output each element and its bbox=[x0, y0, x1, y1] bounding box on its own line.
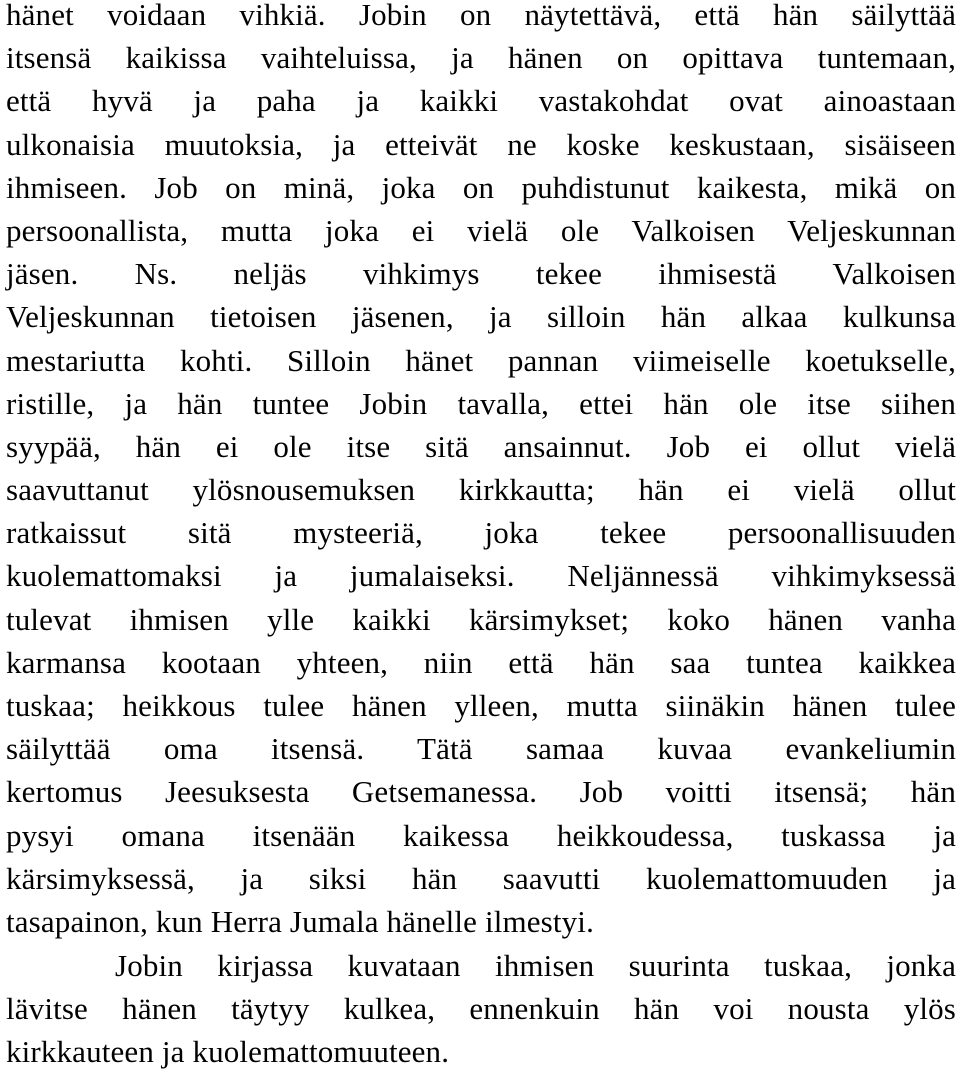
text-line: lävitse hänen täytyy kulkea, ennenkuin hän voi nousta ylös bbox=[6, 991, 956, 1027]
text-line: mestariutta kohti. Silloin hänet pannan viimeiselle koetukselle, bbox=[6, 342, 956, 378]
text-line: tulevat ihmisen ylle kaikki kärsimykset; koko hänen vanha bbox=[6, 601, 956, 637]
paragraph-1 bbox=[6, 0, 956, 943]
text-line: säilyttää oma itsensä. Tätä samaa kuvaa evankeliumin bbox=[6, 731, 956, 767]
text-line: persoonallista, mutta joka ei vielä ole Valkoisen Veljeskunnan bbox=[6, 212, 956, 248]
text-line: ulkonaisia muutoksia, ja etteivät ne koske keskustaan, sisäiseen bbox=[6, 126, 956, 162]
text-line: itsensä kaikissa vaihteluissa, ja hänen on opittava tuntemaan, bbox=[6, 40, 956, 76]
text-line: jäsen. Ns. neljäs vihkimys tekee ihmisestä Valkoisen bbox=[6, 256, 956, 292]
text-line: ihmiseen. Job on minä, joka on puhdistunut kaikesta, mikä on bbox=[6, 169, 956, 205]
text-line: Veljeskunnan tietoisen jäsenen, ja silloin hän alkaa kulkunsa bbox=[6, 299, 956, 335]
text-line: Jobin kirjassa kuvataan ihmisen suurinta tuskaa, jonka bbox=[115, 948, 956, 983]
text-line: kertomus Jeesuksesta Getsemanessa. Job voitti itsensä; hän bbox=[6, 774, 956, 810]
text-line: kuolemattomaksi ja jumalaiseksi. Neljännessä vihkimyksessä bbox=[6, 558, 956, 594]
text-line: ratkaissut sitä mysteeriä, joka tekee persoonallisuuden bbox=[6, 515, 956, 551]
text-line: saavuttanut ylösnousemuksen kirkkautta; hän ei vielä ollut bbox=[6, 472, 956, 508]
text-line: syypää, hän ei ole itse sitä ansainnut. Job ei ollut vielä bbox=[6, 428, 956, 464]
text-line: ristille, ja hän tuntee Jobin tavalla, ettei hän ole itse siihen bbox=[6, 385, 956, 421]
text-line: pysyi omana itsenään kaikessa heikkoudessa, tuskassa ja bbox=[6, 817, 956, 853]
text-line: hänet voidaan vihkiä. Jobin on näytettävä, että hän säilyttää bbox=[6, 0, 956, 32]
text-line: kirkkauteen ja kuolemattomuuteen. bbox=[6, 1034, 450, 1070]
paragraph-2 bbox=[6, 944, 956, 1074]
text-line: että hyvä ja paha ja kaikki vastakohdat ovat ainoastaan bbox=[6, 83, 956, 119]
text-line: tasapainon, kun Herra Jumala hänelle ilmestyi. bbox=[6, 903, 594, 939]
text-line: tuskaa; heikkous tulee hänen ylleen, mutta siinäkin hänen tulee bbox=[6, 688, 956, 723]
text-line: kärsimyksessä, ja siksi hän saavutti kuolemattomuuden ja bbox=[6, 860, 956, 896]
text-line: karmansa kootaan yhteen, niin että hän saa tuntea kaikkea bbox=[6, 644, 956, 680]
